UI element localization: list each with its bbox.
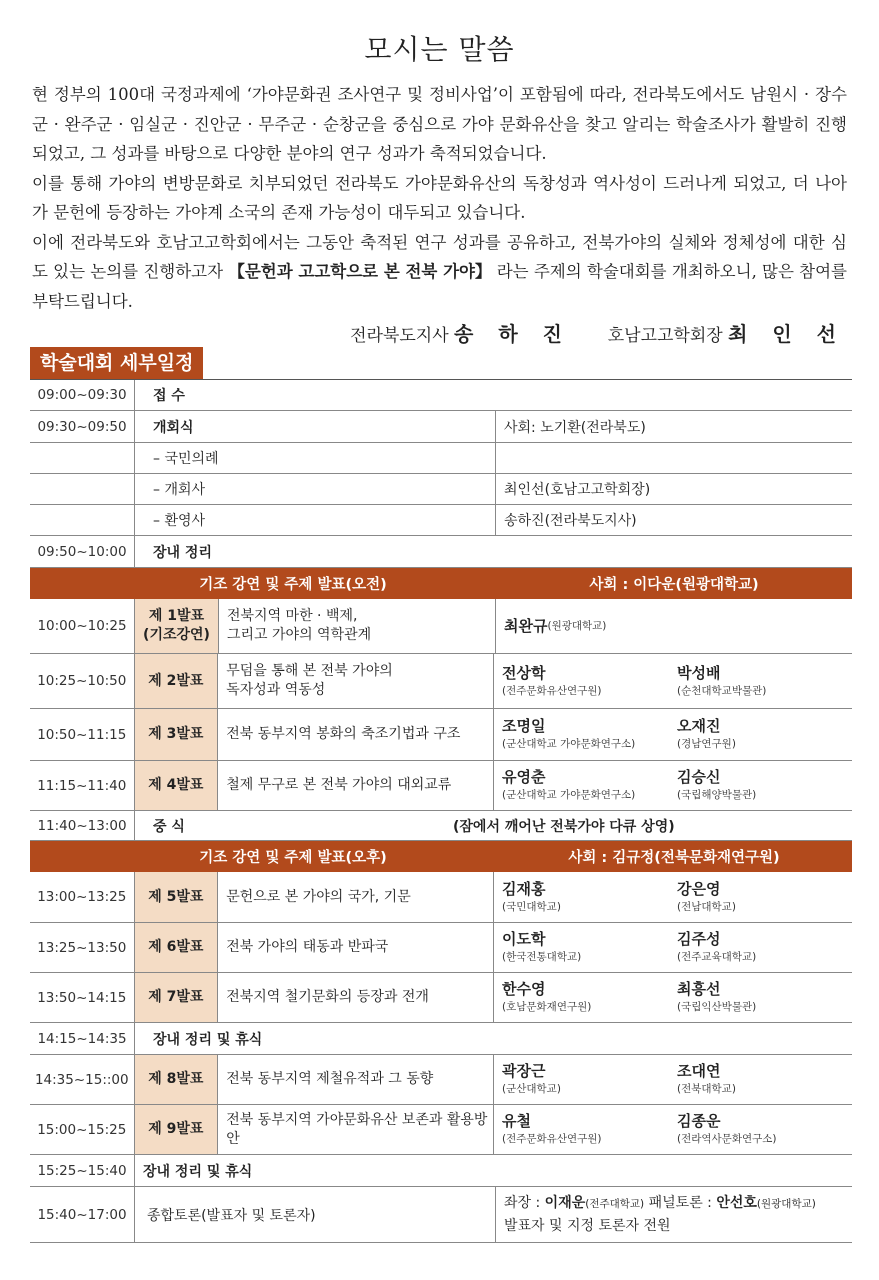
presentation-number: 제 1발표 (기조강연) (135, 599, 219, 653)
table-row (30, 536, 852, 568)
signature (350, 318, 845, 347)
speakers (494, 1105, 852, 1154)
presentation-topic: 전북지역 마한 · 백제, 그리고 가야의 역학관계 (219, 599, 496, 653)
ceremony-right (496, 443, 852, 473)
table-row (30, 411, 852, 443)
afternoon-presentations-2 (30, 1055, 852, 1155)
session-moderator: 사회 : 김규정(전북문화재연구원) (568, 850, 780, 866)
speakers (494, 654, 852, 708)
speakers (494, 1055, 852, 1104)
table-row (30, 973, 852, 1023)
speakers (496, 599, 852, 653)
time-cell: 10:25~10:50 (30, 654, 135, 708)
discussant-affiliation: (국립해양박물관) (677, 789, 757, 801)
presentation-topic: 전북지역 철기문화의 등장과 전개 (218, 973, 494, 1022)
ceremony-item: – 국민의례 (135, 443, 496, 473)
discussant-affiliation: (전라역사문화연구소) (677, 1133, 777, 1145)
society-title: 호남고고학회장 (607, 326, 723, 346)
governor-name: 송 하 진 (454, 322, 571, 346)
time-cell (30, 505, 135, 535)
discussant-name: 강은영 (677, 879, 721, 898)
presenter-affiliation: (원광대학교) (547, 620, 607, 632)
discussant (677, 930, 852, 965)
table-row (30, 654, 852, 709)
ceremony-right: 최인선(호남고고학회장) (504, 482, 651, 498)
speakers (494, 923, 852, 972)
discussant-name: 김승신 (677, 768, 721, 786)
presenter-name: 유철 (502, 1112, 531, 1130)
intro-p3-before: 이에 전라북도와 호남고고학회에서는 그동안 축적된 연구 성과를 공유하고, 전북가야의 실체와 정체성에 대한 심도 있는 논의를 진행하고자 (32, 232, 847, 281)
time-cell: 13:25~13:50 (30, 923, 135, 972)
presenter-affiliation: (군산대학교 가야문화연구소) (502, 789, 636, 801)
final-discussion (496, 1187, 852, 1242)
discussant (677, 880, 852, 915)
presentation-number: 제 2발표 (135, 654, 219, 708)
presentation-number: 제 3발표 (135, 709, 219, 760)
table-row (30, 811, 852, 841)
time-cell: 11:40~13:00 (30, 811, 135, 840)
ceremony-item: – 개회사 (135, 474, 496, 504)
time-cell: 14:15~14:35 (30, 1023, 135, 1054)
conference-theme: 【문헌과 고고학으로 본 전북 가야】 (228, 262, 492, 281)
session-title: 기조 강연 및 주제 발표(오전) (199, 577, 387, 593)
presentation-number: 제 9발표 (135, 1105, 219, 1154)
discussant (677, 768, 852, 803)
ceremony-item: 개회식 (135, 411, 496, 442)
row-label: 장내 정리 및 휴식 (143, 1163, 253, 1180)
time-cell: 13:00~13:25 (30, 872, 135, 922)
morning-session-header (30, 568, 852, 599)
presenter-name: 이도학 (502, 930, 546, 948)
time-cell (30, 443, 135, 473)
lunch-note: (잠에서 깨어난 전북가야 다큐 상영) (453, 818, 675, 835)
time-cell (30, 474, 135, 504)
page-title: 모시는 말씀 (364, 33, 515, 66)
time-cell: 09:50~10:00 (30, 536, 135, 567)
discussant (677, 1112, 852, 1147)
discussant (677, 980, 852, 1015)
speakers (494, 761, 852, 810)
table-row (30, 1155, 852, 1187)
presentation-topic: 철제 무구로 본 전북 가야의 대외교류 (218, 761, 494, 810)
presenter-affiliation: (한국전통대학교) (502, 951, 582, 963)
row-label: 장내 정리 및 휴식 (153, 1031, 263, 1048)
presenter-affiliation: (군산대학교) (502, 1083, 561, 1095)
time-cell: 11:15~11:40 (30, 761, 135, 810)
table-row (30, 380, 852, 411)
presentation-topic: 전북 동부지역 봉화의 축조기법과 구조 (218, 709, 494, 760)
presenter-name: 곽장근 (502, 1062, 546, 1080)
discussant-name: 김주성 (677, 930, 721, 948)
table-row (30, 1055, 852, 1105)
time-cell: 09:00~09:30 (30, 380, 135, 410)
presenter (502, 880, 677, 915)
speakers (494, 709, 852, 760)
chair-affiliation: (전주대학교) (585, 1198, 645, 1210)
governor-title: 전라북도지사 (350, 326, 449, 346)
morning-presentations (30, 599, 852, 811)
chair-line (504, 1192, 816, 1215)
time-cell: 10:00~10:25 (30, 599, 135, 653)
presentation-topic: 전북 가야의 태동과 반파국 (218, 923, 494, 972)
discussant-affiliation: (경남연구원) (677, 738, 736, 750)
intro-paragraph-1: 현 정부의 100대 국정과제에 ‘가야문화권 조사연구 및 정비사업’이 포함됨에 따라, 전라북도에서도 남원시 · 장수군 · 완주군 · 임실군 · 진안군 · 무주군 · 순창군을 중심으로 가야 문화유산을 찾고 알리는 학술조사가 활발히 진행되었고, 그 성과를 바탕으로 다양한 분야의 연구 성과가 축적되었습니다. (32, 85, 847, 163)
discussant-name: 조대연 (677, 1062, 721, 1080)
presenter-name: 전상학 (502, 663, 546, 682)
time-cell: 10:50~11:15 (30, 709, 135, 760)
ceremony-right: 사회: 노기환(전라북도) (504, 419, 646, 436)
discussant-affiliation: (전주교육대학교) (677, 951, 757, 963)
discussant-name: 최흥선 (677, 980, 721, 998)
session-title: 기조 강연 및 주제 발표(오후) (199, 850, 387, 866)
table-row (30, 443, 852, 474)
time-cell: 15:00~15:25 (30, 1105, 135, 1154)
presentation-topic: 무덤을 통해 본 전북 가야의 독자성과 역동성 (218, 654, 494, 708)
discussant (677, 664, 852, 699)
presentation-topic: 전북 동부지역 가야문화유산 보존과 활용방안 (218, 1105, 494, 1154)
presenter-name: 한수영 (502, 980, 546, 998)
table-row (30, 599, 852, 654)
panel-name: 안선호 (716, 1195, 757, 1211)
society-president-name: 최 인 선 (728, 322, 845, 346)
presenter (502, 1112, 677, 1147)
discussant (677, 717, 852, 752)
time-cell: 13:50~14:15 (30, 973, 135, 1022)
presenter-name: 조명일 (502, 717, 546, 735)
presentation-number: 제 8발표 (135, 1055, 219, 1104)
discussant-affiliation: (국립익산박물관) (677, 1001, 757, 1013)
presenter-affiliation: (호남문화재연구원) (502, 1001, 592, 1013)
discussant-affiliation: (순천대학교박물관) (677, 684, 767, 697)
discussant-name: 오재진 (677, 717, 721, 735)
schedule-table (30, 379, 852, 1243)
presenter-affiliation: (국민대학교) (502, 900, 561, 913)
panel-affiliation: (원광대학교) (756, 1198, 816, 1210)
afternoon-session-header (30, 841, 852, 872)
presentation-number: 제 6발표 (135, 923, 219, 972)
intro-paragraph-3 (32, 228, 847, 317)
discussant-affiliation: (전북대학교) (677, 1083, 736, 1095)
chair-prefix: 좌장 : (504, 1195, 545, 1211)
presenter (502, 930, 677, 965)
row-label: 접 수 (153, 388, 185, 404)
presenter (502, 980, 677, 1015)
ceremony-item: – 환영사 (135, 505, 496, 535)
intro-p3-after: 라는 주제의 학술대회를 개최하오니, 많은 참여를 부탁드립니다. (32, 262, 847, 311)
discussant (677, 1062, 852, 1097)
presenter-affiliation: (전주문화유산연구원) (502, 1133, 602, 1145)
speakers (494, 872, 852, 922)
table-row (30, 1187, 852, 1243)
table-row (30, 474, 852, 505)
table-row (30, 923, 852, 973)
table-row (30, 709, 852, 761)
panel-prefix: 패널토론 : (644, 1195, 717, 1211)
presenter (502, 768, 677, 803)
discussant-name: 박성배 (677, 663, 721, 682)
table-row (30, 505, 852, 536)
table-row (30, 872, 852, 923)
presenter (502, 1062, 677, 1097)
presenter (502, 717, 677, 752)
intro-paragraph-2: 이를 통해 가야의 변방문화로 치부되었던 전라북도 가야문화유산의 독창성과 역사성이 드러나게 되었고, 더 나아가 문헌에 등장하는 가야계 소국의 존재 가능성이 대두되고 있습니다. (32, 173, 847, 222)
presenter-affiliation: (군산대학교 가야문화연구소) (502, 738, 636, 750)
presentation-topic: 문헌으로 본 가야의 국가, 기문 (218, 872, 494, 922)
presenter-affiliation: (전주문화유산연구원) (502, 684, 602, 697)
presenter-name: 유영춘 (502, 768, 546, 786)
time-cell: 15:25~15:40 (30, 1155, 135, 1186)
presentation-topic: 전북 동부지역 제철유적과 그 동향 (218, 1055, 494, 1104)
table-row (30, 1023, 852, 1055)
presenter-name: 김재홍 (502, 879, 546, 898)
discussant-name: 김종운 (677, 1112, 721, 1130)
time-cell: 15:40~17:00 (30, 1187, 135, 1242)
invitation-text (32, 80, 847, 316)
speakers (494, 973, 852, 1022)
time-cell: 14:35~15::00 (30, 1055, 135, 1104)
final-topic: 종합토론(발표자 및 토론자) (135, 1187, 496, 1242)
afternoon-presentations (30, 872, 852, 1023)
presenter-name: 최완규 (504, 616, 548, 635)
table-row (30, 1105, 852, 1155)
discussant-affiliation: (전남대학교) (677, 900, 736, 913)
participants-line: 발표자 및 지정 토론자 전원 (504, 1218, 671, 1234)
row-label: 중 식 (153, 818, 185, 835)
presentation-number: 제 5발표 (135, 872, 219, 922)
ceremony-right: 송하진(전라북도지사) (504, 513, 637, 529)
row-label: 장내 정리 (153, 544, 212, 561)
presentation-number: 제 7발표 (135, 973, 219, 1022)
time-cell: 09:30~09:50 (30, 411, 135, 442)
session-moderator: 사회 : 이다운(원광대학교) (589, 577, 759, 593)
table-row (30, 761, 852, 811)
presentation-number: 제 4발표 (135, 761, 219, 810)
presenter (502, 664, 677, 699)
chair-name: 이재운 (544, 1195, 586, 1211)
schedule-label: 학술대회 세부일정 (30, 347, 203, 379)
